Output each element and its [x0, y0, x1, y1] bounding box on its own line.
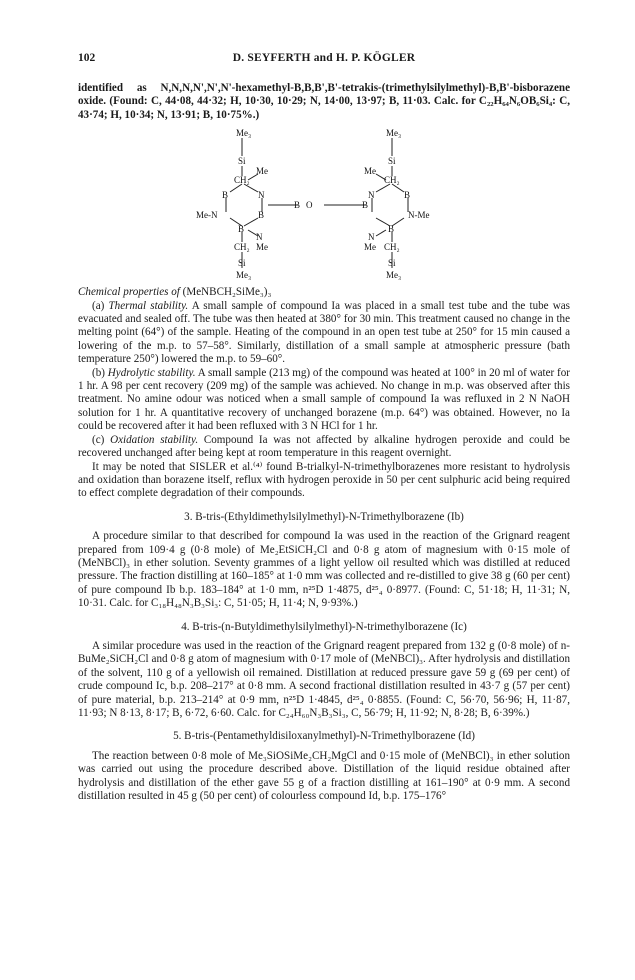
si-bottom-right: Si [388, 258, 396, 269]
me-bottom-right: Me [364, 242, 376, 253]
item-c-label: (c) [92, 433, 105, 446]
thermal-stability-title: Thermal stability. [108, 299, 189, 312]
item-a-label: (a) [92, 299, 105, 312]
si-bottom-left: Si [238, 258, 246, 269]
chemical-properties-title: Chemical properties of [78, 286, 180, 299]
si-top-left: Si [238, 156, 246, 167]
n-right-1: N [368, 190, 375, 201]
n-left-1: N [258, 190, 265, 201]
section-4-heading: 4. B-tris-(n-Butyldimethylsilylmethyl)-N-trimethylborazene (Ic) [181, 620, 467, 633]
n-right-2: N [368, 232, 375, 243]
sisler-note-paragraph: It may be noted that SISLER et al.⁽⁴⁾ found B-trialkyl-N-trimethylborazenes more resistant to hydrolysis and oxidation than borazene itself, reflux with hydrogen peroxide in 50 per cent sulphuric acid being required to effect complete degradation of their compounds. [78, 460, 570, 500]
si-top-right: Si [388, 156, 396, 167]
b-bridge-right: B [362, 200, 369, 211]
me3-bottom-left: Me₃ [236, 270, 252, 281]
n-me-right: N-Me [408, 210, 430, 221]
oxidation-stability-paragraph [78, 434, 570, 461]
hydrolytic-stability-title: Hydrolytic stability. [107, 366, 196, 379]
page-number: 102 [78, 52, 96, 64]
b-bridge-left: B [294, 200, 301, 211]
me-n-left: Me-N [196, 210, 218, 221]
b-left-3: B [238, 224, 245, 235]
ch2-top-right: CH₂ [384, 175, 400, 186]
b-right-3: B [388, 224, 395, 235]
page-header [78, 52, 570, 68]
b-right-1: B [404, 190, 411, 201]
bisborazene-oxide-structure [196, 128, 436, 280]
structure-bonds [226, 138, 411, 268]
section-3-text: A procedure similar to that described for compound Ia was used in the reaction of the Grignard reagent prepared from 109·4 g (0·8 mole) of Me₂EtSiCH₂Cl and 0·8 g atom of magnesium with 0·15 mole of (MeNBCl)₃ in ether solution. Seventy grammes of a light yellow oil resulted which was distilled at reduced pressure. The fraction distilling at 160–185° at 1·0 mm was collected and re-distilled to give 38 g (60 per cent) of pure compound Ib b.p. 183–184° at 1·0 mm, n²⁵D 1·4875, d²⁵₄ 0·8977. (Found: C, 51·18; H, 11·31; N, 10·31. Calc. for C₁₈H₄₈N₃B₃Si₃: C, 51·05; H, 11·4; N, 9·93%.) [78, 530, 570, 610]
running-head: D. SEYFERTH and H. P. KÖGLER [232, 52, 416, 64]
hydrolytic-stability-paragraph [78, 367, 570, 434]
thermal-stability-paragraph [78, 300, 570, 367]
n-left-2: N [256, 232, 263, 243]
intro-paragraph: identified as N,N,N,N',N',N'-hexamethyl-B,B,B',B'-tetrakis-(trimethylsilylmethyl)-B,B'-bisborazene oxide. (Found: C, 44·08, 44·32; H, 10·30, 10·29; N, 14·00, 13·97; B, 11·03. Calc. for C₂₂H₆₄N₆OB₆Si₄: C, 43·74; H, 10·34; N, 13·91; B, 10·75%.) [78, 82, 570, 121]
chemical-properties-heading [78, 286, 570, 299]
ch2-bottom-left: CH₂ [234, 242, 250, 253]
me-bottom-left: Me [256, 242, 268, 253]
b-left-2: B [258, 210, 265, 221]
bridging-oxygen: O [306, 200, 313, 211]
section-4-text: A similar procedure was used in the reaction of the Grignard reagent prepared from 132 g (0·8 mole) of n-BuMe₂SiCH₂Cl and 0·8 g atom of magnesium with 0·17 mole of (MeNBCl)₃. After hydrolysis and distillation of the solvent, 110 g of a yellowish oil remained. Distillation at reduced pressure gave 59 g (69 per cent) of crude compound Ic, b.p. 208–217° at 0·8 mm. A second fractional distillation resulted in 43·7 g (57 per cent) of pure material, b.p. 213–214° at 0·9 mm, n²⁵D 1·4845, d²⁵₄ 0·8855. (Found: C, 56·70, 56·96; H, 11·87, 11·93; N 8·13, 8·17; B, 6·72, 6·60. Calc. for C₂₄H₆₀N₃B₃Si₃, C, 56·79; H, 11·92; N, 8·28; B, 6·39%.) [78, 639, 570, 719]
me-top-left: Me [256, 166, 268, 177]
me3-bottom-right: Me₃ [386, 270, 402, 281]
section-3-heading: 3. B-tris-(Ethyldimethylsilylmethyl)-N-Trimethylborazene (Ib) [184, 510, 464, 523]
section-5-text: The reaction between 0·8 mole of Me₃SiOSiMe₂CH₂MgCl and 0·15 mole of (MeNBCl)₃ in ether solution was carried out using the procedure described above. Distillation of the liquid residue obtained after hydrolysis and distillation of the ether gave 55 g of a fraction distilling at 161–190° at 0·9 mm. A second distillation resulted in 45 g (50 per cent) of colourless compound Id, b.p. 175–176° [78, 749, 570, 803]
journal-page [78, 52, 570, 803]
thermal-stability-text: A small sample of compound Ia was placed in a small test tube and the tube was evacuated and sealed off. The tube was then heated at 380° for 30 min. This treatment caused no change in the melting point (64°) of the sample. Heating of the compound in an open test tube at 250° for 15 min caused a lowering of the m.p. to 57–58°. Similarly, distillation of a small sample at atmospheric pressure (bath temperature 250°) lowered the m.p. to 59–60°. [78, 299, 570, 366]
me-top-right: Me [364, 166, 376, 177]
ch2-bottom-right: CH₂ [384, 242, 400, 253]
ch2-top-left: CH₂ [234, 175, 250, 186]
oxidation-stability-text: Compound Ia was not affected by alkaline hydrogen peroxide and could be recovered unchanged after being kept at room temperature in this reagent overnight. [78, 433, 570, 460]
section-5-heading: 5. B-tris-(Pentamethyldisiloxanylmethyl)-N-Trimethylborazene (Id) [173, 730, 475, 743]
me3-top-left: Me₃ [236, 128, 252, 139]
hydrolytic-stability-text: A small sample (213 mg) of the compound was heated at 100° in 20 ml of water for 1 hr. A 98 per cent recovery (209 mg) of the sample was achieved. No change in m.p. was observed after this treatment. No amine odour was noticed when a small sample of compound Ia was refluxed in 2 N NaOH solution for 1 hr. A quantitative recovery of unchanged borazene (m.p. 64°) was obtained. However, no Ia could be recovered after it had been refluxed with 3 N HCl for 1 hr. [78, 366, 570, 433]
me3-top-right: Me₃ [386, 128, 402, 139]
b-left-1: B [222, 190, 229, 201]
chemical-properties-formula: (MeNBCH₂SiMe₃)₃ [182, 286, 272, 299]
item-b-label: (b) [92, 366, 105, 379]
oxidation-stability-title: Oxidation stability. [110, 433, 199, 446]
